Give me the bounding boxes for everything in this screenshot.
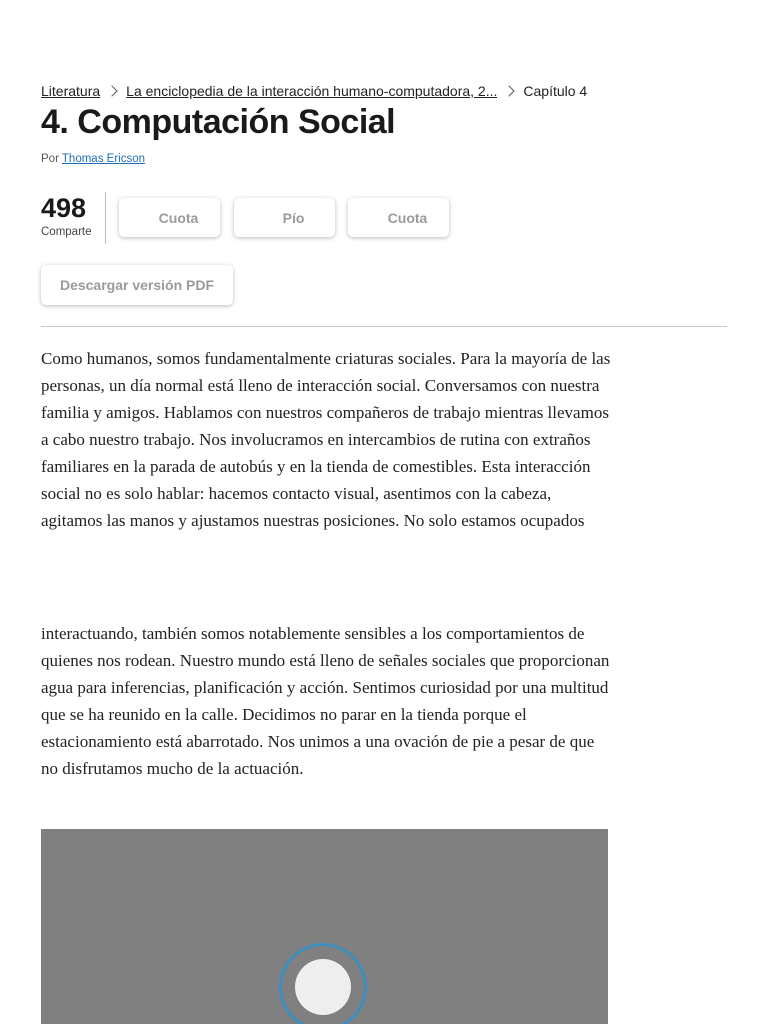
body-paragraph-2: interactuando, también somos notablemente sensibles a los comportamientos de quienes nos rodean. Nuestro mundo está lleno de señales sociales que proporcionan agua para inferencias, planificación y acción. Sentimos curiosidad por una multitud que se ha reunido en la calle. Decidimos no parar en la tienda porque el estacionamiento está abarrotado. Nos unimos a una ovación de pie a pesar de que no disfrutamos mucho de la actuación. <box>41 624 610 778</box>
author-prefix: Por <box>41 153 59 165</box>
share-button-label: Cuota <box>387 209 428 226</box>
share-button-twitter[interactable] <box>234 198 335 237</box>
share-count-value: 498 <box>41 193 87 223</box>
author-link[interactable]: Thomas Ericson <box>61 153 145 165</box>
breadcrumb-link-book[interactable]: La enciclopedia de la interacción humano-computadora, 2... <box>126 83 498 99</box>
video-player[interactable] <box>41 829 608 1024</box>
divider <box>41 326 727 327</box>
share-count <box>41 192 106 244</box>
author-line <box>41 153 145 165</box>
share-button-label: Pío <box>282 209 305 226</box>
share-button-facebook[interactable] <box>119 198 220 237</box>
share-button-label: Cuota <box>158 209 199 226</box>
play-button[interactable] <box>279 943 367 1024</box>
download-pdf-button[interactable] <box>41 265 233 305</box>
breadcrumb <box>41 83 587 99</box>
chevron-right-icon <box>106 85 117 96</box>
breadcrumb-current: Capítulo 4 <box>523 83 588 99</box>
share-count-label: Comparte <box>41 226 92 238</box>
body-paragraph-1: Como humanos, somos fundamentalmente criaturas sociales. Para la mayoría de las personas, un día normal está lleno de interacción social. Conversamos con nuestra familia y amigos. Hablamos con nuestros compañeros de trabajo mientras llevamos a cabo nuestro trabajo. Nos involucramos en intercambios de rutina con extraños familiares en la parada de autobús y en la tienda de comestibles. Esta interacción social no es solo hablar: hacemos contacto visual, asentimos con la cabeza, agitamos las manos y ajustamos nuestras posiciones. No solo estamos ocupados <box>41 349 611 530</box>
play-icon <box>295 959 351 1015</box>
share-button-linkedin[interactable] <box>348 198 449 237</box>
download-pdf-label: Descargar versión PDF <box>59 277 215 293</box>
chevron-right-icon <box>504 85 515 96</box>
page-title: 4. Computación Social <box>41 103 396 141</box>
breadcrumb-link-literatura[interactable]: Literatura <box>41 83 101 99</box>
